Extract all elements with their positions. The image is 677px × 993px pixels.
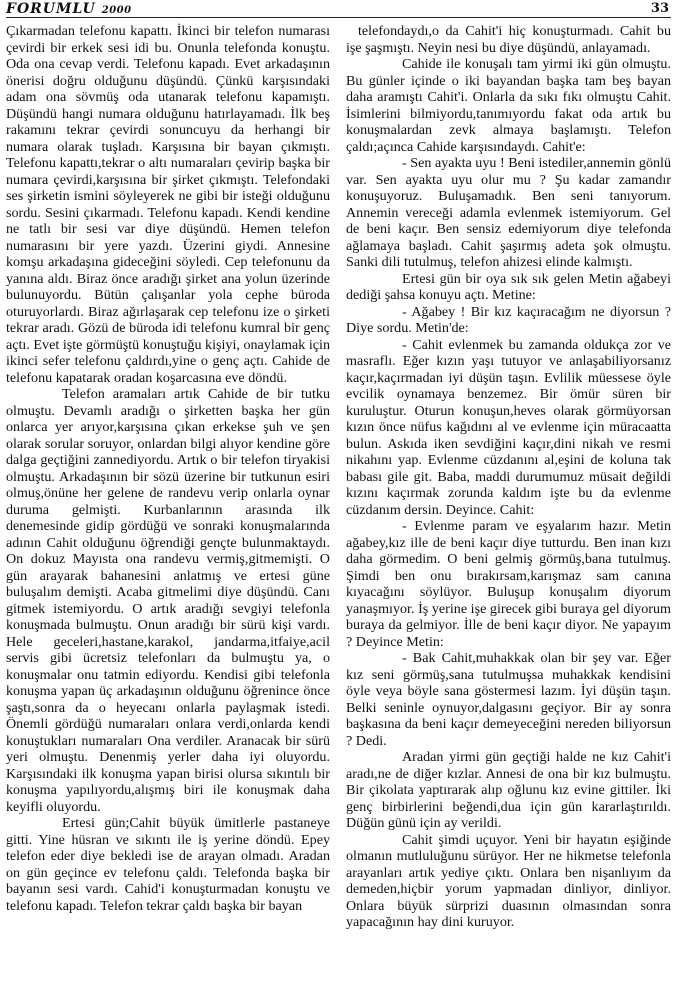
page-header [0, 0, 677, 22]
paragraph: - Ağabey ! Bir kız kaçıracağım ne diyorsun ? Diye sordu. Metin'de: [346, 303, 671, 336]
paragraph: telefondaydı,o da Cahit'i hiç konuşturmadı. Cahit bu işe şaşmıştı. Neyin nesi bu diye düşündü, anlayamadı. [346, 23, 671, 56]
page-number: 33 [650, 1, 669, 16]
paragraph: Ertesi gün;Cahit büyük ümitlerle pastaneye gitti. Yine hüsran ve sıkıntı ile iş yerine döndü. Epey telefon eder diye bekledi ise de arayan olmadı. Aradan on gün geçince ev telefonu çaldı. Telefonda başka bir bayanın sesi vardı. Cahid'i konuşturmadan konuştu ve telefonu kapadı. Telefon tekrar çaldı başka bir bayan [6, 815, 330, 914]
header-rule [6, 17, 671, 18]
paragraph: - Bak Cahit,muhakkak olan bir şey var. Eğer kız seni görmüş,sana tutulmuşsa muhakkak kendisini öyle veya böyle sana göstermesi lazım. İyi düşün taşın. Belki seninle oynuyor,dalgasını geçiyor. Bir ay sonra başkasına da beni kaçır demeyeceğini nereden biliyorsun ? Dedi. [346, 650, 671, 749]
paragraph: - Sen ayakta uyu ! Beni istediler,annemin gönlü var. Sen ayakta uyu olur mu ? Şu kadar zamandır konuşuyoruz. Buluşamadık. Ben seni tanıyorum. Annemin vereceği adamla evlenmek istemiyorum. Gel de beni kaçır. Ben sensiz edemiyorum diye telefonda ağlamaya başladı. Cahit şaşırmış adeta şok olmuştu. Sanki dili tutulmuş, telefon ahizesi elinde kalmıştı. [346, 155, 671, 270]
paragraph: Telefon aramaları artık Cahide de bir tutku olmuştu. Devamlı aradığı o şirketten başka her gün onlarca yer arıyor,karşısına çıkan erkekse şuh ve şen olarak sorular soruyor, onlardan bilgi alıyor kendine göre dalga geçtiğini zannediyordu. Artık o bir telefon tiryakisi olmuştu. Arkadaşının bir sözü üzerine bir tutkunun esiri olmuş,önüne her gelene de randevu verip onlarla oynar duruma gelmişti. Kurbanlarının arasında ilk denemesinde gidip gördüğü ve sonraki konuşmalarında adının Cahit olduğunu öğrendiği gençte bulunmaktaydı. On dokuz Mayısta ona randevu vermiş,gitmemişti. O gün arayarak bahanesini anlatmış ve ertesi güne buluşalım demişti. Acaba gitmelimi diye düşündü. Canı gitmek istemiyordu. O artık aradığı sevgiyi telefonla konuşmada bulmuştu. Onun aradığı bir sürü kişi vardı. Hele geceleri,hastane,karakol, jandarma,itfaiye,acil servis gibi ücretsiz telefonları da bulmuştu ya, o konuşmalar onu tatmin ediyordu. Kendisi gibi telefonla konuşma yapan üç arkadaşının olduğunu öğrenince önce şaştı,sonra da o heyecanı onlarla paylaşmak istedi. Önemli gördüğü numaraları onlara verdi,onlarda kendi konuştukları numaraları Ona verdiler. Aranacak bir sürü yeri olmuştu. Denenmiş yerler daha iyi oluyordu. Karşısındaki ilk konuşma yapan birisi olursa sıkıntılı bir konuşma yapılıyordu,alışmış biri ile konuşmak daha keyifli oluyordu. [6, 386, 330, 815]
paragraph: - Evlenme param ve eşyalarım hazır. Metin ağabey,kız ille de beni kaçır diye tutturdu. Ben inan kızı daha görmedim. O beni gelmiş görmüş,bana tutulmuş. Şimdi ben onu bırakırsam,karışmaz sam canına kıyacağını söylüyor. Buluşup konuşalım diyorum yanaşmıyor. İş yerine işe girecek gibi buraya gel diyorum buraya da gelmiyor. İlle de beni kaçır diyor. Ne yapayım ? Deyince Metin: [346, 518, 671, 650]
magazine-year: 2000 [101, 5, 132, 16]
paragraph: - Cahit evlenmek bu zamanda oldukça zor ve masraflı. Eğer kızın yaşı tutuyor ve anlaşabiliyorsanız kaçır,kaçırmadan iyi düşün taşın. Evlilik müessese öyle evcilik oynamaya benzemez. Bir ömür süren bir kuruluştur. Oturun konuşun,heves olarak görmüyorsan kızın önce nüfus kağıdını al ve evlenme için müracaatta bulun. Askıda iken sevdiğini kaçır,dini nikah ve resmi nikahını yap. Evlenme cüzdanını al,eşini de koluna tak babası gile git. Baba, maddi durumumuz müsait değildi kızını kaçırmak zorunda kaldım işte bu da evlenme cüzdanım dersin. Deyince. Cahit: [346, 336, 671, 518]
right-column [346, 23, 671, 991]
paragraph: Çıkarmadan telefonu kapattı. İkinci bir telefon numarası çevirdi bir erkek sesi idi bu. Onunla telefonda konuştu. Oda ona cevap verdi. Telefonu kapadı. Evet arkadaşının önerisi doğru olduğunu düşündü. Çünkü karşısındaki adam ona sövmüş oda utanarak telefonu kapamıştı. Düşündü hangi numara olduğunu hatırlayamadı. İlk beş rakamını tekrar çevirdi sonuncuyu da herhangi bir numara olarak tuşladı. Karşısına bir bayan çıkmıştı. Telefonu kapattı,tekrar o altı numaraları çevirip başka bir numara çevirdi,karşısına bir şirket çıkmıştı. Telefondaki ses şirketin ismini söyleyerek ne gibi bir isteği olduğunu sordu. Sesini çıkarmadı. Telefonu kapadı. Kendi kendine ne tatlı bir sesi var diye düşündü. Hemen telefon numarasını bir yere yazdı. Üzerini giydi. Annesine komşu arkadaşına gideceğini söyledi. Cep telefonunu da yanına aldı. Biraz önce aradığı şirket ana yolun üzerinde bulunuyordu. Bütün çalışanlar yola cephe büroda oturuyorlardı. Biraz ağırlaşarak cep telefonu ize o şirketi tekrar aradı. Gözü de büroda idi telefonu kumral bir genç açtı. Evet işte görmüştü konuştuğu kişiyi, onaylamak için ikinci sefer telefonu çaldırdı,yine o genç açtı. Cahide de telefonu kapatarak oradan koşarcasına eve döndü. [6, 23, 330, 386]
left-column [6, 23, 330, 991]
magazine-name: FORUMLU [6, 1, 96, 17]
paragraph: Ertesi gün bir oya sık sık gelen Metin ağabeyi dediği şahsa konuyu açtı. Metine: [346, 270, 671, 303]
paragraph: Cahit şimdi uçuyor. Yeni bir hayatın eşiğinde olmanın mutluluğunu sürüyor. Her ne hikmetse telefonla arayanları artık yediye çıktı. Onlara ben nişanlıyım da demeden,hiçbir yorum yapmadan dinliyor, dinliyor. Onlara büyük sürprizi duasının olmasından sonra yapacağının hay dini kuruyor. [346, 831, 671, 930]
paragraph: Aradan yirmi gün geçtiği halde ne kız Cahit'i aradı,ne de diğer kızlar. Annesi de ona bir kız bulmuştu. Bir çikolata yaptırarak alıp oğlunu kız evine gittiler. İki genç birbirlerini beğendi,dua için gün kararlaştırıldı. Düğün günü için ay verildi. [346, 749, 671, 831]
paragraph: Cahide ile konuşalı tam yirmi iki gün olmuştu. Bu günler içinde o iki bayandan başka tam beş bayan daha aramıştı Cahit'i. Onlarla da sıkı fıkı olmuştu Cahit. İsimlerini bilmiyordu,tanımıyordu fakat oda artık bu konuşmalardan zevk almaya başlamıştı. Telefon çaldı;açınca Cahide karşısındaydı. Cahit'e: [346, 56, 671, 155]
